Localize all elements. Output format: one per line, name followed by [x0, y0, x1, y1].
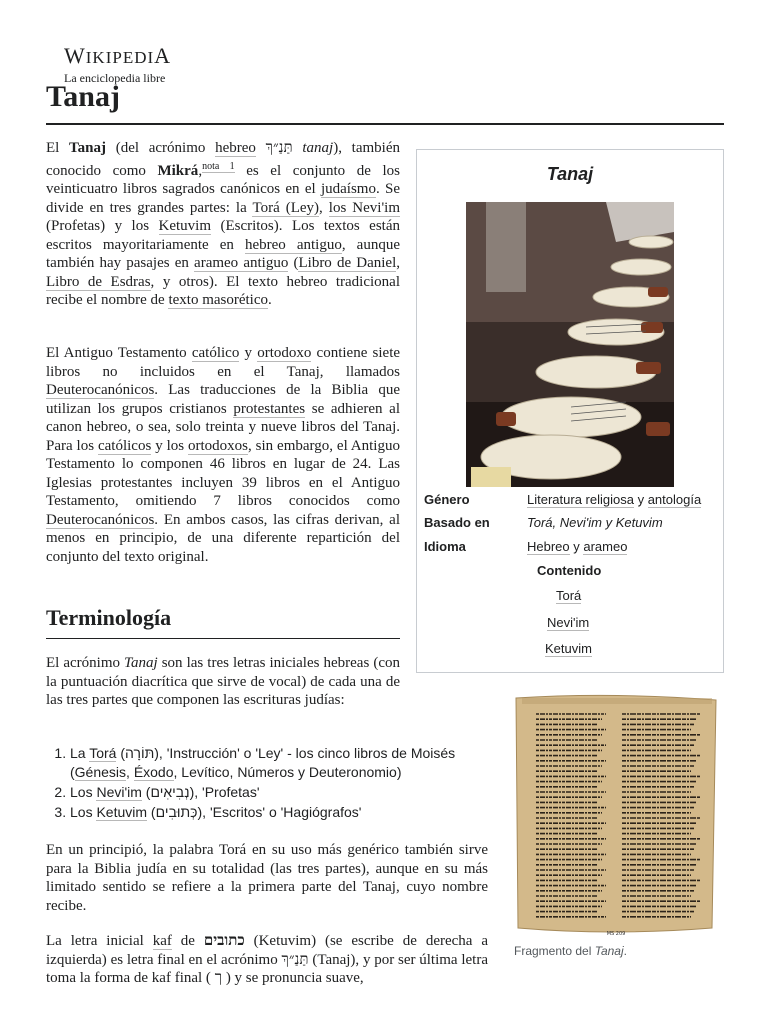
kaf-paragraph: La letra inicial kaf de כתובים (Ketuvim) (se escribe de derecha a izquierda) es letra final en el acrónimo תַּנַ״ךְ (Tanaj), y por ser última letra toma la forma de kaf final ( ך ) y se pronuncia suave,	[46, 933, 489, 986]
tanaj-parts-list	[52, 744, 492, 823]
link-texto-masoretico[interactable]: texto masorético	[168, 292, 269, 308]
list-item: 3. Los Ketuvim (כְּתוּבִים), 'Escritos' o 'Hagiógrafos'	[70, 803, 492, 822]
manuscript-page-icon	[512, 692, 720, 942]
section-divider	[46, 638, 400, 639]
link-neviim[interactable]: los Nevi'im	[328, 199, 400, 216]
link-antologia[interactable]: antología	[647, 492, 702, 507]
link-hebreo-antiguo[interactable]: hebreo antiguo	[244, 236, 342, 253]
link-kaf[interactable]: kaf	[152, 933, 172, 949]
link-deuterocanonicos-2[interactable]: Deuterocanónicos	[46, 511, 155, 528]
link-contenido-tora[interactable]: Torá	[556, 588, 582, 603]
infobox-content-neviim	[547, 614, 589, 632]
tora-usage-paragraph: En un principió, la palabra Torá en su uso más genérico también sirve para la Biblia judía en su totalidad (las tres partes), aunque en su más limitado sentido se refiere a la primera parte del Tanaj, cuyo nombre recibe.	[46, 842, 488, 914]
term-mikra: Mikrá	[157, 162, 199, 179]
link-libro-daniel[interactable]: Libro de Daniel	[298, 255, 397, 271]
section-heading-terminologia: Terminología	[46, 605, 172, 630]
infobox-label-idioma: Idioma	[424, 539, 466, 554]
intro-paragraph-1: El Tanaj (del acrónimo hebreo תַּנַ״ךְ tanaj), también conocido como Mikrá,$^{nota 1}$ es el conjunto de los veinticuatro libros sagrados canónicos en el judaísmo. Se divide en tres grandes partes: la Torá (Ley), los Nevi'im (Profetas) y los Ketuvim (Escritos). Los textos están escritos mayoritariamente en hebreo antiguo, aunque también hay pasajes en arameo antiguo (Libro de Daniel, Libro de Esdras, y otros). El texto hebreo tradicional recibe el nombre de texto masorético.	[46, 140, 401, 308]
infobox-title: Tanaj	[546, 164, 594, 184]
link-neviim-list[interactable]: Nevi'im	[96, 783, 142, 800]
link-tora-list[interactable]: Torá	[89, 745, 117, 761]
link-literatura-religiosa[interactable]: Literatura religiosa	[527, 492, 634, 507]
link-deuterocanonicos[interactable]: Deuterocanónicos	[46, 382, 155, 398]
list-item: 1. La Torá (תּוֹרָה), 'Instrucción' o 'Ley' - los cinco libros de Moisés (Génesis, Éxodo, Levítico, Números y Deuteronomio)	[70, 744, 492, 781]
hebrew-word: תַּנַ״ךְ	[265, 140, 293, 156]
infobox-value-idioma: Hebreo y arameo	[527, 539, 628, 554]
link-arameo-antiguo[interactable]: arameo antiguo	[194, 255, 289, 271]
infobox-content-ketuvim	[545, 640, 592, 658]
infobox	[416, 149, 724, 673]
link-arameo-infobox[interactable]: arameo	[583, 539, 628, 554]
infobox-value-basado-en: Torá, Nevi'im y Ketuvim	[527, 515, 663, 530]
fragment-caption: Fragmento del Tanaj.	[514, 944, 627, 958]
infobox-label-genero: Género	[424, 492, 470, 507]
infobox-content-tora	[556, 587, 581, 605]
link-tora[interactable]: Torá (Ley)	[252, 199, 320, 216]
intro-paragraph-2: El Antiguo Testamento católico y ortodoxo contiene siete libros no incluidos en el Tanaj, llamados Deuterocanónicos. Las traducciones de la Biblia que utilizan los grupos cristianos protestantes se adhieren al canon hebreo, o sea, solo treinta y nueve libros del Tanaj. Para los católicos y los ortodoxos, sin embargo, el Antiguo Testamento lo componen 46 libros en lugar de 24. Las Iglesias protestantes incluyen 39 libros en el Antiguo Testamento, omitiendo 7 libros conocidos como Deuterocanónicos. En ambos casos, las cifras derivan, al menos en principio, de una diferente repartición del conjunto del texto original.	[46, 345, 401, 565]
infobox-value-genero: Literatura religiosa y antología	[527, 492, 702, 507]
link-genesis[interactable]: Génesis	[74, 763, 127, 780]
title-divider	[46, 123, 724, 125]
list-item: 2. Los Nevi'im (נְבִיאִים), 'Profetas'	[70, 783, 492, 802]
link-hebreo[interactable]: hebreo	[215, 140, 256, 156]
wikipedia-wordmark: WIKIPEDIA	[64, 43, 172, 68]
svg-text:MS 209: MS 209	[606, 931, 626, 937]
link-contenido-ketuvim[interactable]: Ketuvim	[545, 641, 592, 656]
link-ortodoxos[interactable]: ortodoxos	[188, 437, 248, 454]
term-tanaj: Tanaj	[69, 140, 106, 156]
wikipedia-logo[interactable]	[64, 44, 224, 85]
link-exodo[interactable]: Éxodo	[133, 763, 174, 780]
link-judaismo[interactable]: judaísmo	[320, 181, 376, 197]
wikipedia-tagline: La enciclopedia libre	[64, 71, 166, 85]
infobox-label-basado-en: Basado en	[424, 515, 490, 530]
link-ketuvim-list[interactable]: Ketuvim	[96, 803, 148, 820]
link-hebreo-infobox[interactable]: Hebreo	[527, 539, 570, 554]
hebrew-ketuvim: כתובים	[203, 933, 245, 949]
link-ketuvim[interactable]: Ketuvim	[158, 218, 211, 234]
link-catolicos[interactable]: católicos	[97, 437, 152, 454]
link-protestantes[interactable]: protestantes	[233, 400, 306, 417]
scrolls-photo-icon	[466, 202, 674, 487]
terminology-paragraph: El acrónimo Tanaj son las tres letras iniciales hebreas (con la puntuación diacrítica que sirve de vocal) de cada una de las tres partes que componen las escrituras judías:	[46, 655, 400, 708]
hebrew-tanaj: תַּנַ״ךְ	[281, 951, 309, 968]
page-title: Tanaj	[46, 80, 120, 113]
note-1-link[interactable]: nota 1	[202, 160, 235, 172]
link-ortodoxo[interactable]: ortodoxo	[257, 345, 312, 361]
torah-scrolls-image[interactable]	[466, 202, 674, 487]
link-libro-esdras[interactable]: Libro de Esdras	[46, 273, 151, 290]
manuscript-fragment-image[interactable]	[512, 692, 720, 942]
link-contenido-neviim[interactable]: Nevi'im	[547, 615, 590, 630]
link-catolico[interactable]: católico	[191, 345, 240, 361]
infobox-contents-heading: Contenido	[537, 563, 602, 578]
